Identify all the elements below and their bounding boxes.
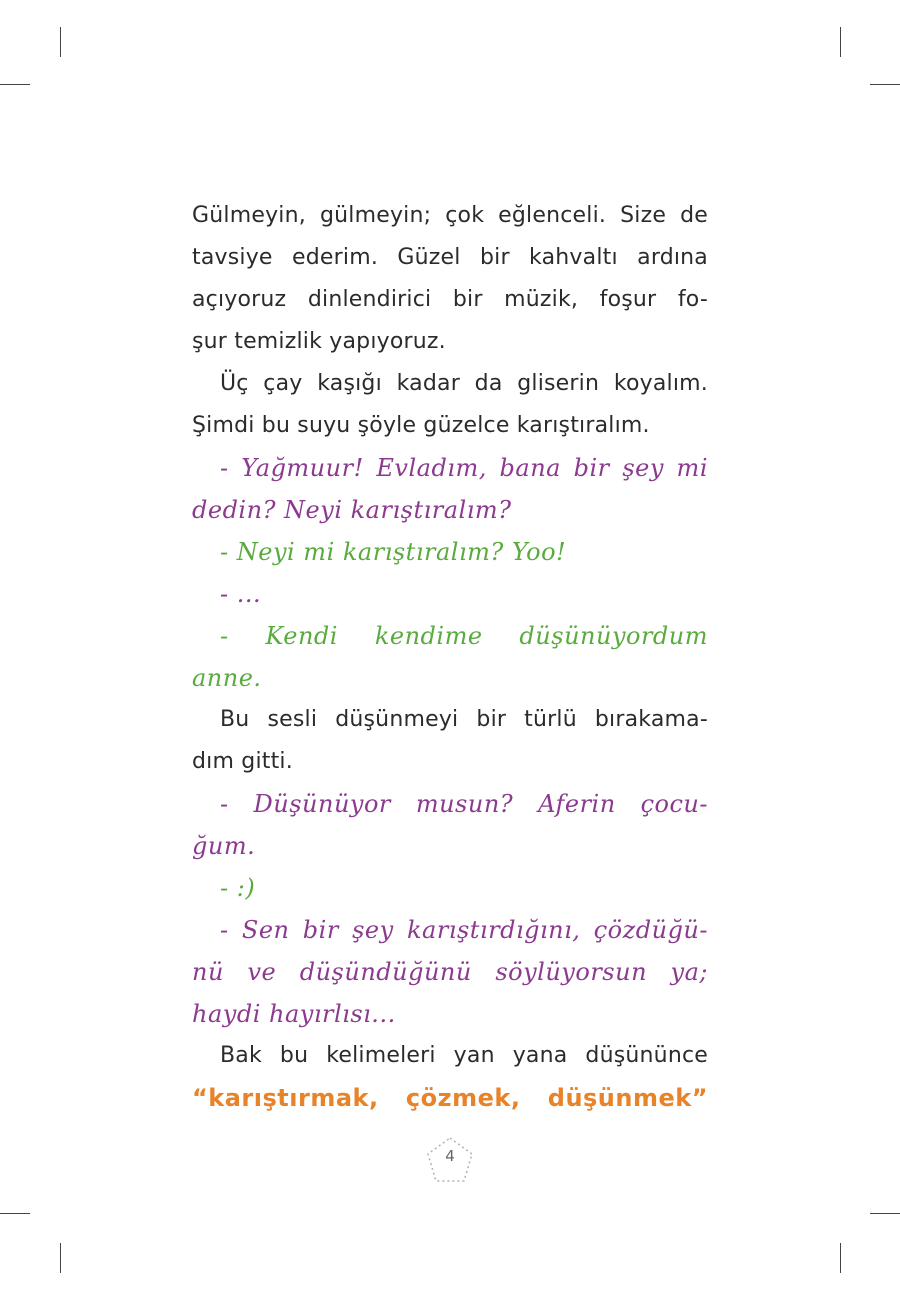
text-line: - Sen bir şey karıştırdığını, çözdüğü- bbox=[220, 916, 708, 944]
text-line: Bu sesli düşünmeyi bir türlü bırakama- bbox=[220, 707, 708, 732]
text-line: - Düşünüyor musun? Aferin çocu- bbox=[220, 790, 708, 818]
crop-mark-top-right bbox=[840, 27, 841, 57]
dialogue-child-3 bbox=[192, 867, 708, 909]
crop-mark-top-right-h bbox=[870, 84, 900, 85]
text-line: Bak bu kelimeleri yan yana düşününce bbox=[220, 1043, 708, 1068]
text-line: nü ve düşündüğünü söylüyorsun ya; bbox=[192, 958, 708, 986]
dialogue-child-2 bbox=[192, 615, 708, 699]
paragraph-glycerin bbox=[192, 363, 708, 447]
text-line: - :) bbox=[220, 874, 256, 902]
text-line: - Kendi kendime düşünüyordum bbox=[220, 622, 708, 650]
highlight-words bbox=[192, 1077, 708, 1119]
text-line: açıyoruz dinlendirici bir müzik, foşur fo- bbox=[192, 287, 708, 312]
page-number-badge bbox=[424, 1134, 476, 1186]
text-line: haydi hayırlısı... bbox=[192, 1000, 396, 1028]
dialogue-mother-4 bbox=[192, 909, 708, 1035]
paragraph-thinking bbox=[192, 699, 708, 783]
paragraph-words bbox=[192, 1035, 708, 1077]
dialogue-mother-3 bbox=[192, 783, 708, 867]
crop-mark-bottom-left-h bbox=[0, 1213, 30, 1214]
paragraph-intro bbox=[192, 195, 708, 363]
dialogue-mother-1 bbox=[192, 447, 708, 531]
crop-mark-top-left-h bbox=[0, 84, 30, 85]
crop-mark-bottom-left bbox=[60, 1243, 61, 1273]
text-line: dım gitti. bbox=[192, 749, 293, 774]
text-line: tavsiye ederim. Güzel bir kahvaltı ardına bbox=[192, 245, 708, 270]
text-line: Şimdi bu suyu şöyle güzelce karıştıralım. bbox=[192, 413, 650, 438]
page-number: 4 bbox=[445, 1147, 455, 1165]
text-line: - Neyi mi karıştıralım? Yoo! bbox=[220, 538, 567, 566]
text-line: Gülmeyin, gülmeyin; çok eğlenceli. Size de bbox=[192, 203, 708, 228]
page-body bbox=[192, 195, 708, 1119]
crop-mark-bottom-right-h bbox=[870, 1213, 900, 1214]
crop-mark-top-left bbox=[60, 27, 61, 57]
dialogue-child-1 bbox=[192, 531, 708, 573]
dialogue-mother-2 bbox=[192, 573, 708, 615]
text-line: - Yağmuur! Evladım, bana bir şey mi bbox=[220, 454, 708, 482]
text-line: Üç çay kaşığı kadar da gliserin koyalım. bbox=[220, 371, 708, 396]
highlight-line: “karıştırmak, çözmek, düşünmek” bbox=[192, 1084, 708, 1112]
text-line: anne. bbox=[192, 664, 262, 692]
text-line: ğum. bbox=[192, 832, 256, 860]
crop-mark-bottom-right bbox=[840, 1243, 841, 1273]
text-line: dedin? Neyi karıştıralım? bbox=[192, 496, 512, 524]
text-line: şur temizlik yapıyoruz. bbox=[192, 329, 446, 354]
text-line: - ... bbox=[220, 580, 262, 608]
